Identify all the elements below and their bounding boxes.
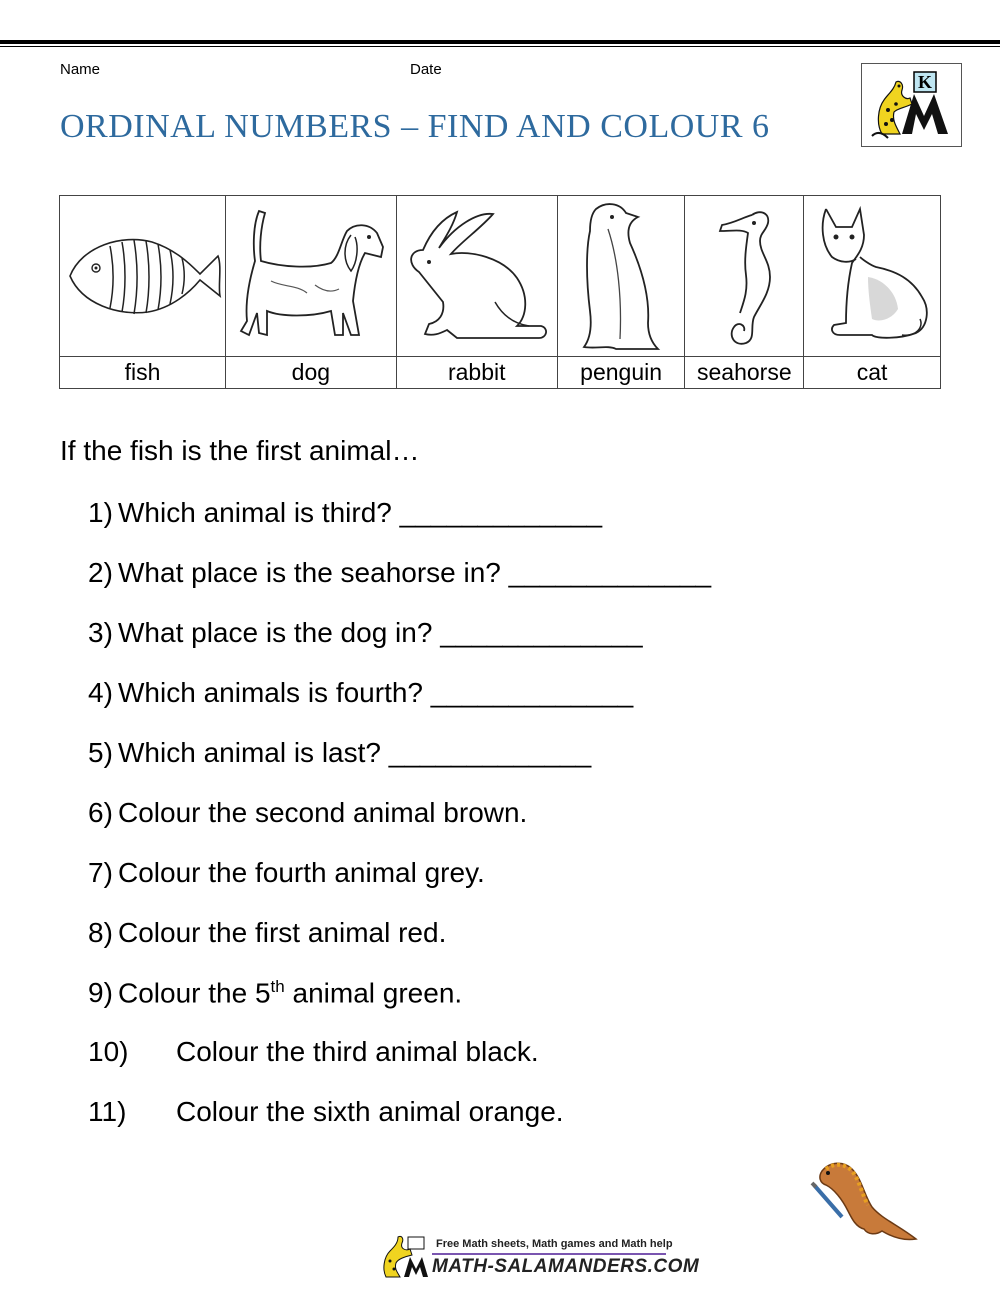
question-text: Colour the first animal red. <box>118 917 447 948</box>
logo-letter: K <box>917 72 933 92</box>
name-label: Name <box>60 61 101 78</box>
question-text-before: Colour the 5 <box>118 977 271 1009</box>
animal-cell-cat <box>804 196 941 357</box>
question-number: 3) <box>88 617 113 648</box>
animal-table <box>59 195 941 389</box>
question-number: 7) <box>88 857 113 888</box>
animal-cell-fish <box>60 196 226 357</box>
question-number: 6) <box>88 797 113 828</box>
question-text: Colour the third animal black. <box>176 1036 539 1067</box>
penguin-icon <box>566 199 676 354</box>
dog-icon <box>231 201 391 351</box>
animal-label: dog <box>225 357 396 389</box>
question-number: 1) <box>88 497 113 528</box>
animal-label: seahorse <box>685 357 804 389</box>
animal-label: cat <box>804 357 941 389</box>
footer-logo <box>378 1233 430 1288</box>
animal-cell-dog <box>225 196 396 357</box>
question-number: 5) <box>88 737 113 768</box>
footer-tagline: Free Math sheets, Math games and Math help <box>436 1238 673 1250</box>
animal-cell-penguin <box>557 196 685 357</box>
intro-text: If the fish is the first animal… <box>60 435 420 466</box>
question-number: 10) <box>88 1036 129 1067</box>
question-number: 8) <box>88 917 113 948</box>
top-rule <box>0 40 1000 44</box>
question-number: 2) <box>88 557 113 588</box>
salamander-icon <box>808 1155 923 1250</box>
question-text: Colour the sixth animal orange. <box>176 1096 564 1127</box>
logo-icon <box>862 64 961 146</box>
animal-label: rabbit <box>396 357 557 389</box>
date-label: Date <box>410 61 442 78</box>
question-text: Colour the second animal brown. <box>118 797 528 828</box>
question-text: Which animal is third? _____________ <box>118 497 603 528</box>
animal-cell-rabbit <box>396 196 557 357</box>
seahorse-icon <box>704 201 784 351</box>
animal-label: fish <box>60 357 226 389</box>
page-title: ORDINAL NUMBERS – FIND AND COLOUR 6 <box>60 108 770 145</box>
question-number: 9) <box>88 977 113 1008</box>
question-text-after: animal green. <box>284 977 463 1009</box>
top-rule-thin <box>0 46 1000 47</box>
salamander-logo <box>861 63 962 147</box>
fish-icon <box>62 216 222 336</box>
question-text <box>118 977 462 1009</box>
question-number: 11) <box>88 1096 127 1127</box>
ordinal-suffix: th <box>270 977 285 996</box>
salamander-illustration <box>808 1155 923 1255</box>
question-text: What place is the dog in? _____________ <box>118 617 643 648</box>
question-text: Which animals is fourth? _____________ <box>118 677 634 708</box>
animal-label: penguin <box>557 357 685 389</box>
question-text: Which animal is last? _____________ <box>118 737 592 768</box>
question-text: What place is the seahorse in? _____________ <box>118 557 712 588</box>
footer-site-link[interactable]: MATH-SALAMANDERS.COM <box>432 1256 700 1277</box>
question-text: Colour the fourth animal grey. <box>118 857 485 888</box>
footer-salamander-icon <box>378 1233 430 1283</box>
rabbit-icon <box>399 206 554 346</box>
cat-icon <box>812 201 932 351</box>
footer-divider <box>432 1253 666 1255</box>
animal-cell-seahorse <box>685 196 804 357</box>
question-number: 4) <box>88 677 113 708</box>
